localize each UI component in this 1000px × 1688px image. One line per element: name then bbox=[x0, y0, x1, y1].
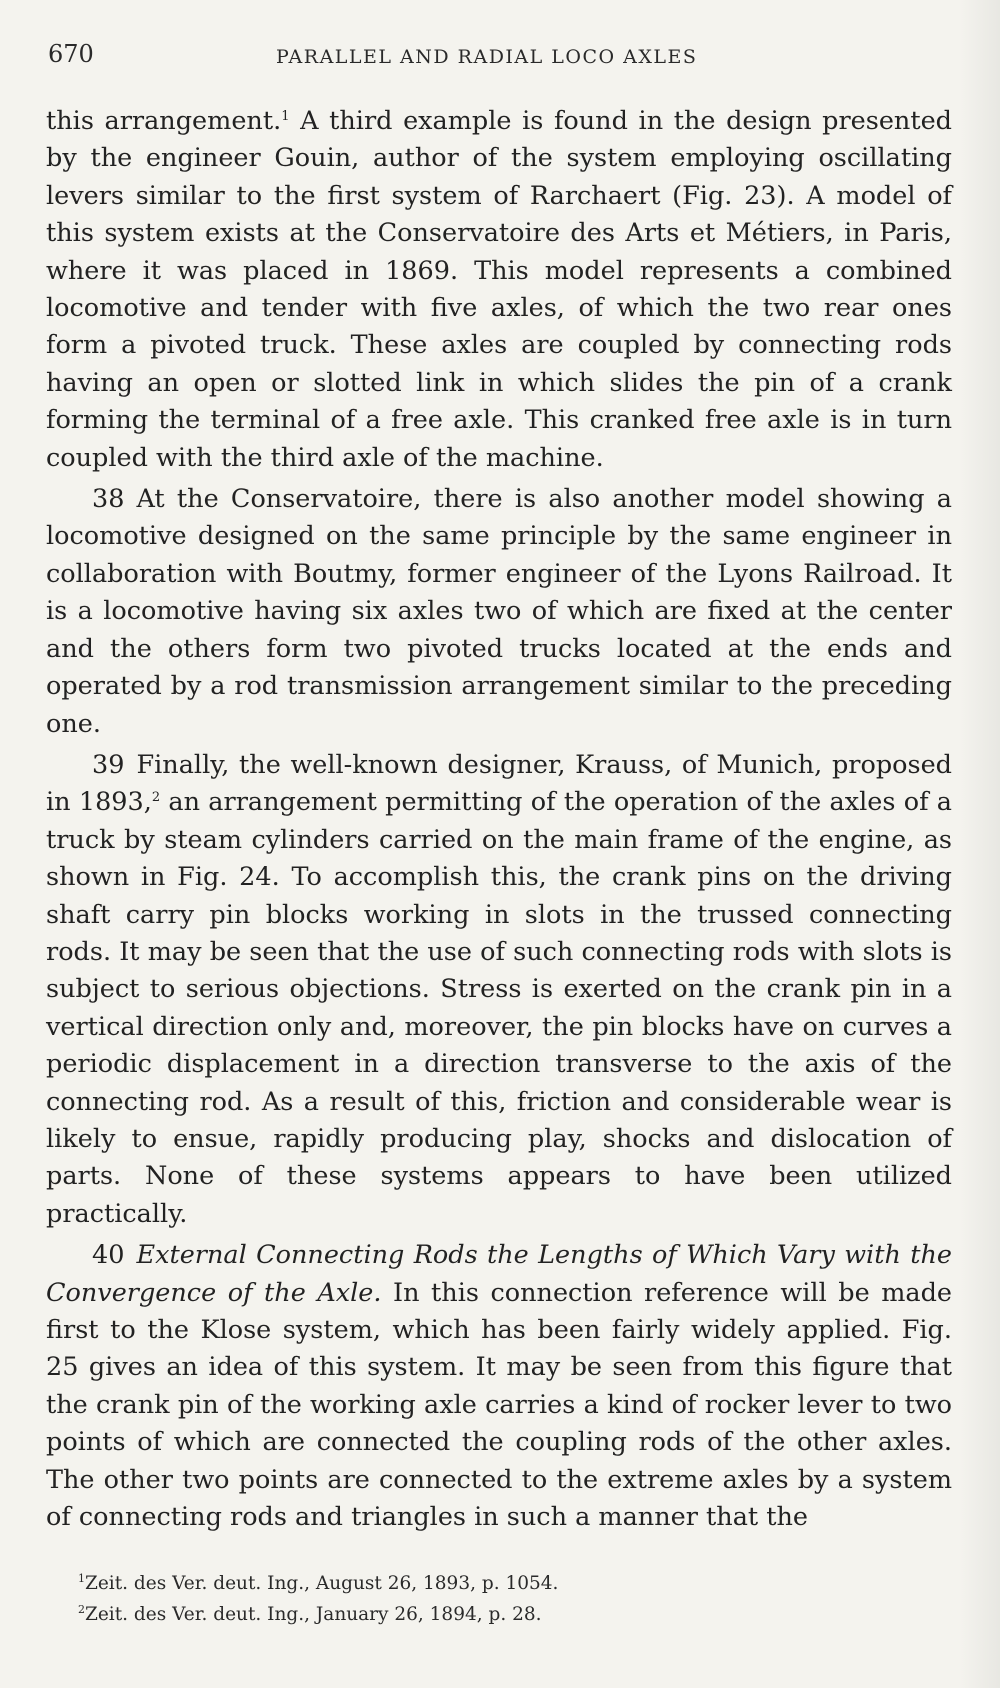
paragraph bbox=[46, 481, 952, 743]
footnote-marker: 1 bbox=[78, 1572, 85, 1585]
paragraph-text: At the Conservatoire, there is also another model showing a locomotive designed on the same principle by the same engineer in collaboration with Boutmy, former engineer of the Lyons Railroad. It is a locomotive having six axles two of which are fixed at the center and the others form two pivoted trucks located at the ends and operated by a rod transmission arrangement similar to the preceding one. bbox=[46, 484, 952, 739]
running-title: PARALLEL AND RADIAL LOCO AXLES bbox=[276, 46, 698, 68]
page-number: 670 bbox=[48, 40, 94, 68]
footnote-text: Zeit. des Ver. deut. Ing., August 26, 1893, p. 1054. bbox=[85, 1573, 559, 1594]
paragraph bbox=[46, 1237, 952, 1536]
footnote bbox=[78, 1568, 938, 1599]
footnote-marker: 2 bbox=[151, 790, 161, 806]
paragraph-number: 39 bbox=[92, 749, 125, 780]
footnote bbox=[78, 1599, 938, 1630]
paragraph-text: an arrangement permitting of the operation of the axles of a truck by steam cylinders carried on the main frame of the engine, as shown in Fig. 24. To accomplish this, the crank pins on the driving shaft carry pin blocks working in slots in the trussed connecting rods. It may be seen that the use of such connecting rods with slots is subject to serious objections. Stress is exerted on the crank pin in a vertical direction only and, moreover, the pin blocks have on curves a periodic displacement in a direction transverse to the axis of the connecting rod. As a result of this, friction and considerable wear is likely to ensue, rapidly producing play, shocks and dislocation of parts. None of these systems appears to have been utilized practically. bbox=[46, 787, 952, 1229]
page-header bbox=[48, 40, 948, 76]
footnote-marker: 2 bbox=[78, 1603, 85, 1616]
paragraph-text: Finally, the well-known designer, Krauss, of Munich, proposed in 1893, bbox=[46, 749, 952, 818]
footnote-marker: 1 bbox=[281, 109, 290, 124]
paragraph-number: 40 bbox=[92, 1240, 125, 1271]
paragraph bbox=[46, 747, 952, 1233]
paragraph-text: In this connection reference will be made first to the Klose system, which has been fairly widely applied. Fig. 25 gives an idea of this system. It may be seen from this figure that the crank pin of the working axle carries a kind of rocker lever to two points of which are connected the coupling rods of the other axles. The other two points are connected to the extreme axles by a system of connecting rods and triangles in such a manner that the bbox=[46, 1277, 952, 1533]
footnote-text: Zeit. des Ver. deut. Ing., January 26, 1894, p. 28. bbox=[85, 1604, 542, 1625]
paragraph-text: A third example is found in the design presented by the engineer Gouin, author of the system employing oscillating levers similar to the first system of Rarchaert (Fig. 23). A model of this system exists at the Conservatoire des Arts et Métiers, in Paris, where it was placed in 1869. This model represents a combined locomotive and tender with five axles, of which the two rear ones form a pivoted truck. These axles are coupled by connecting rods having an open or slotted link in which slides the pin of a crank forming the terminal of a free axle. This cranked free axle is in turn coupled with the third axle of the machine. bbox=[46, 106, 952, 473]
section-heading: External Connecting Rods the Lengths of Which Vary with the Convergence of the Axle. bbox=[46, 1240, 952, 1308]
paragraph-text: this arrangement. bbox=[46, 106, 282, 136]
body-text bbox=[46, 103, 952, 1540]
paragraph bbox=[46, 103, 952, 477]
paragraph-number: 38 bbox=[92, 484, 125, 515]
footnotes bbox=[78, 1568, 938, 1630]
